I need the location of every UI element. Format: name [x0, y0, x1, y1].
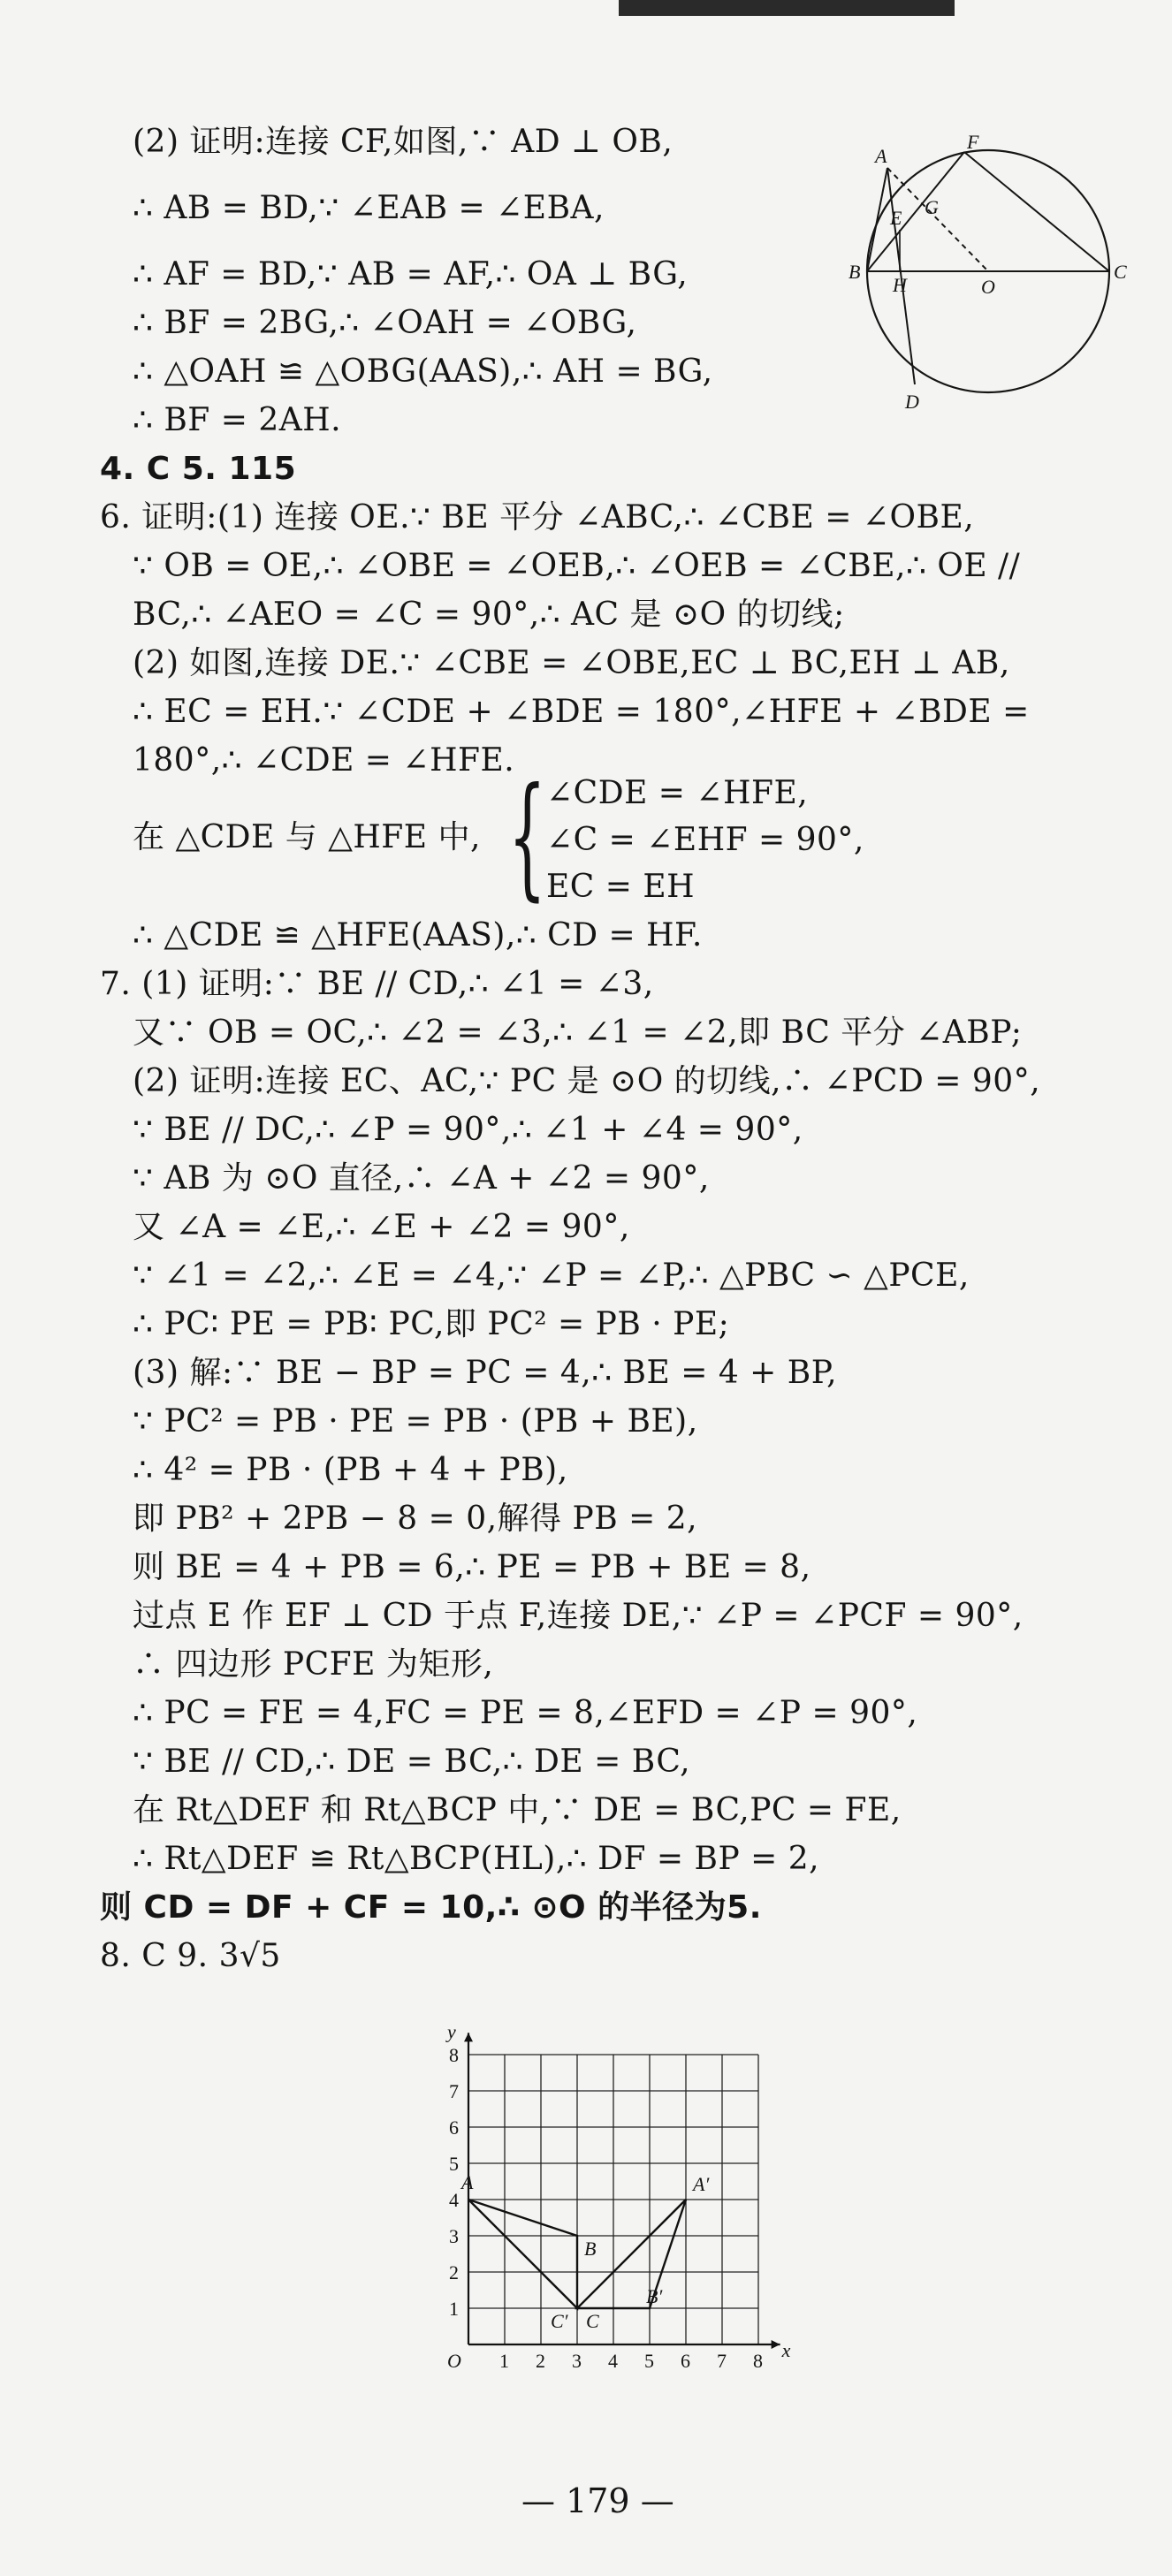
answer-line: ∴ AB = BD,∵ ∠EAB = ∠EBA, — [133, 190, 605, 226]
label-o: O — [981, 276, 995, 298]
page-number: — 179 — — [521, 2481, 674, 2520]
y-tick-label: 2 — [449, 2261, 459, 2283]
point-label: C′ — [551, 2310, 568, 2332]
answer-line: 180°,∴ ∠CDE = ∠HFE. — [133, 742, 515, 779]
answer-line: 7. (1) 证明:∵ BE // CD,∴ ∠1 = ∠3, — [100, 966, 654, 1002]
x-tick-label: 1 — [499, 2350, 509, 2372]
answer-line: ∴ PC = FE = 4,FC = PE = 8,∠EFD = ∠P = 90°, — [133, 1695, 918, 1731]
answer-line: 即 PB² + 2PB − 8 = 0,解得 PB = 2, — [133, 1501, 698, 1537]
segment-ab — [867, 168, 887, 271]
system-line: ∠C = ∠EHF = 90°, — [546, 822, 864, 858]
x-axis-label: x — [781, 2339, 791, 2361]
answer-line: BC,∴ ∠AEO = ∠C = 90°,∴ AC 是 ⊙O 的切线; — [133, 597, 845, 633]
answer-line: ∵ ∠1 = ∠2,∴ ∠E = ∠4,∵ ∠P = ∠P,∴ △PBC ∽ △PCE, — [133, 1258, 970, 1294]
answer-line: (2) 证明:连接 CF,如图,∵ AD ⊥ OB, — [133, 124, 674, 160]
answer-line: ∴ △OAH ≌ △OBG(AAS),∴ AH = BG, — [133, 353, 713, 390]
x-tick-label: 5 — [644, 2350, 654, 2372]
answer-line: (3) 解:∵ BE − BP = PC = 4,∴ BE = 4 + BP, — [133, 1355, 838, 1391]
answer-line: ∴ BF = 2BG,∴ ∠OAH = ∠OBG, — [133, 305, 637, 341]
y-tick-label: 6 — [449, 2116, 459, 2139]
system-brace: { — [508, 760, 546, 914]
triangle-abc — [468, 2200, 577, 2308]
y-tick-label: 4 — [449, 2189, 459, 2211]
label-h: H — [893, 274, 907, 296]
label-e: E — [890, 207, 902, 229]
answer-line: 6. 证明:(1) 连接 OE.∵ BE 平分 ∠ABC,∴ ∠CBE = ∠OBE, — [100, 499, 975, 536]
origin-label: O — [447, 2350, 461, 2372]
y-tick-label: 3 — [449, 2225, 459, 2247]
answer-line: 8. C 9. 3√5 — [100, 1938, 281, 1974]
x-tick-label: 4 — [608, 2350, 618, 2372]
system-line: ∠CDE = ∠HFE, — [546, 775, 809, 811]
x-tick-label: 2 — [536, 2350, 545, 2372]
answer-line: ∴ EC = EH.∵ ∠CDE + ∠BDE = 180°,∠HFE + ∠BDE = — [133, 694, 1030, 730]
answer-line: ∵ BE // DC,∴ ∠P = 90°,∴ ∠1 + ∠4 = 90°, — [133, 1112, 803, 1148]
answer-line: 过点 E 作 EF ⊥ CD 于点 F,连接 DE,∵ ∠P = ∠PCF = 90°, — [133, 1598, 1024, 1634]
answer-line: 4. C 5. 115 — [100, 451, 297, 487]
y-tick-label: 5 — [449, 2153, 459, 2175]
y-tick-label: 8 — [449, 2044, 459, 2066]
point-label: A′ — [693, 2173, 710, 2195]
point-label: C — [586, 2310, 599, 2332]
answer-line: ∵ OB = OE,∴ ∠OBE = ∠OEB,∴ ∠OEB = ∠CBE,∴ OE // — [133, 548, 1021, 584]
answer-line: 又 ∠A = ∠E,∴ ∠E + ∠2 = 90°, — [133, 1209, 630, 1245]
answer-line: ∵ BE // CD,∴ DE = BC,∴ DE = BC, — [133, 1744, 691, 1780]
x-tick-label: 7 — [717, 2350, 727, 2372]
top-edge-bar — [619, 0, 955, 16]
label-d: D — [905, 391, 919, 413]
answer-line: ∴ Rt△DEF ≌ Rt△BCP(HL),∴ DF = BP = 2, — [133, 1841, 820, 1877]
answer-line: (2) 证明:连接 EC、AC,∵ PC 是 ⊙O 的切线,∴ ∠PCD = 90°, — [133, 1063, 1041, 1099]
label-a: A — [875, 145, 887, 167]
answer-line: (2) 如图,连接 DE.∵ ∠CBE = ∠OBE,EC ⊥ BC,EH ⊥ AB, — [133, 645, 1010, 681]
label-g: G — [925, 196, 939, 218]
y-axis-label: y — [447, 2020, 456, 2043]
segment-bf — [867, 152, 964, 271]
x-tick-label: 8 — [753, 2350, 763, 2372]
answer-line: ∴ 4² = PB · (PB + 4 + PB), — [133, 1452, 568, 1488]
coordinate-grid-figure — [442, 2004, 831, 2375]
x-tick-label: 3 — [572, 2350, 582, 2372]
answer-line: ∴ △CDE ≌ △HFE(AAS),∴ CD = HF. — [133, 917, 703, 954]
answer-line: ∵ AB 为 ⊙O 直径,∴ ∠A + ∠2 = 90°, — [133, 1160, 710, 1197]
label-f: F — [967, 133, 979, 153]
answer-line: ∴ BF = 2AH. — [133, 402, 342, 438]
answer-line: 又∵ OB = OC,∴ ∠2 = ∠3,∴ ∠1 = ∠2,即 BC 平分 ∠ABP; — [133, 1014, 1023, 1051]
x-tick-label: 6 — [681, 2350, 690, 2372]
answer-line: ∵ PC² = PB · PE = PB · (PB + BE), — [133, 1403, 698, 1440]
point-label: A — [461, 2171, 474, 2193]
answer-line: ∴ PC∶ PE = PB∶ PC,即 PC² = PB · PE; — [133, 1306, 730, 1342]
answer-line: ∴ AF = BD,∵ AB = AF,∴ OA ⊥ BG, — [133, 256, 689, 293]
y-tick-label: 7 — [449, 2080, 459, 2102]
segment-fc — [964, 152, 1109, 271]
point-label: B — [584, 2238, 597, 2260]
answer-line: 在 Rt△DEF 和 Rt△BCP 中,∵ DE = BC,PC = FE, — [133, 1792, 902, 1828]
x-axis-arrow — [772, 2340, 780, 2349]
label-b: B — [849, 261, 861, 283]
answer-line: 则 BE = 4 + PB = 6,∴ PE = PB + BE = 8, — [133, 1549, 811, 1585]
label-c: C — [1114, 261, 1127, 283]
answer-line: ∴ 四边形 PCFE 为矩形, — [133, 1646, 494, 1683]
system-line: EC = EH — [546, 869, 696, 905]
answer-line: 在 △CDE 与 △HFE 中, — [133, 819, 481, 855]
y-axis-arrow — [464, 2033, 473, 2041]
answer-line: 则 CD = DF + CF = 10,∴ ⊙O 的半径为5. — [100, 1889, 762, 1926]
circle-figure — [820, 133, 1131, 415]
point-label: B′ — [646, 2285, 663, 2307]
y-tick-label: 1 — [449, 2298, 459, 2320]
